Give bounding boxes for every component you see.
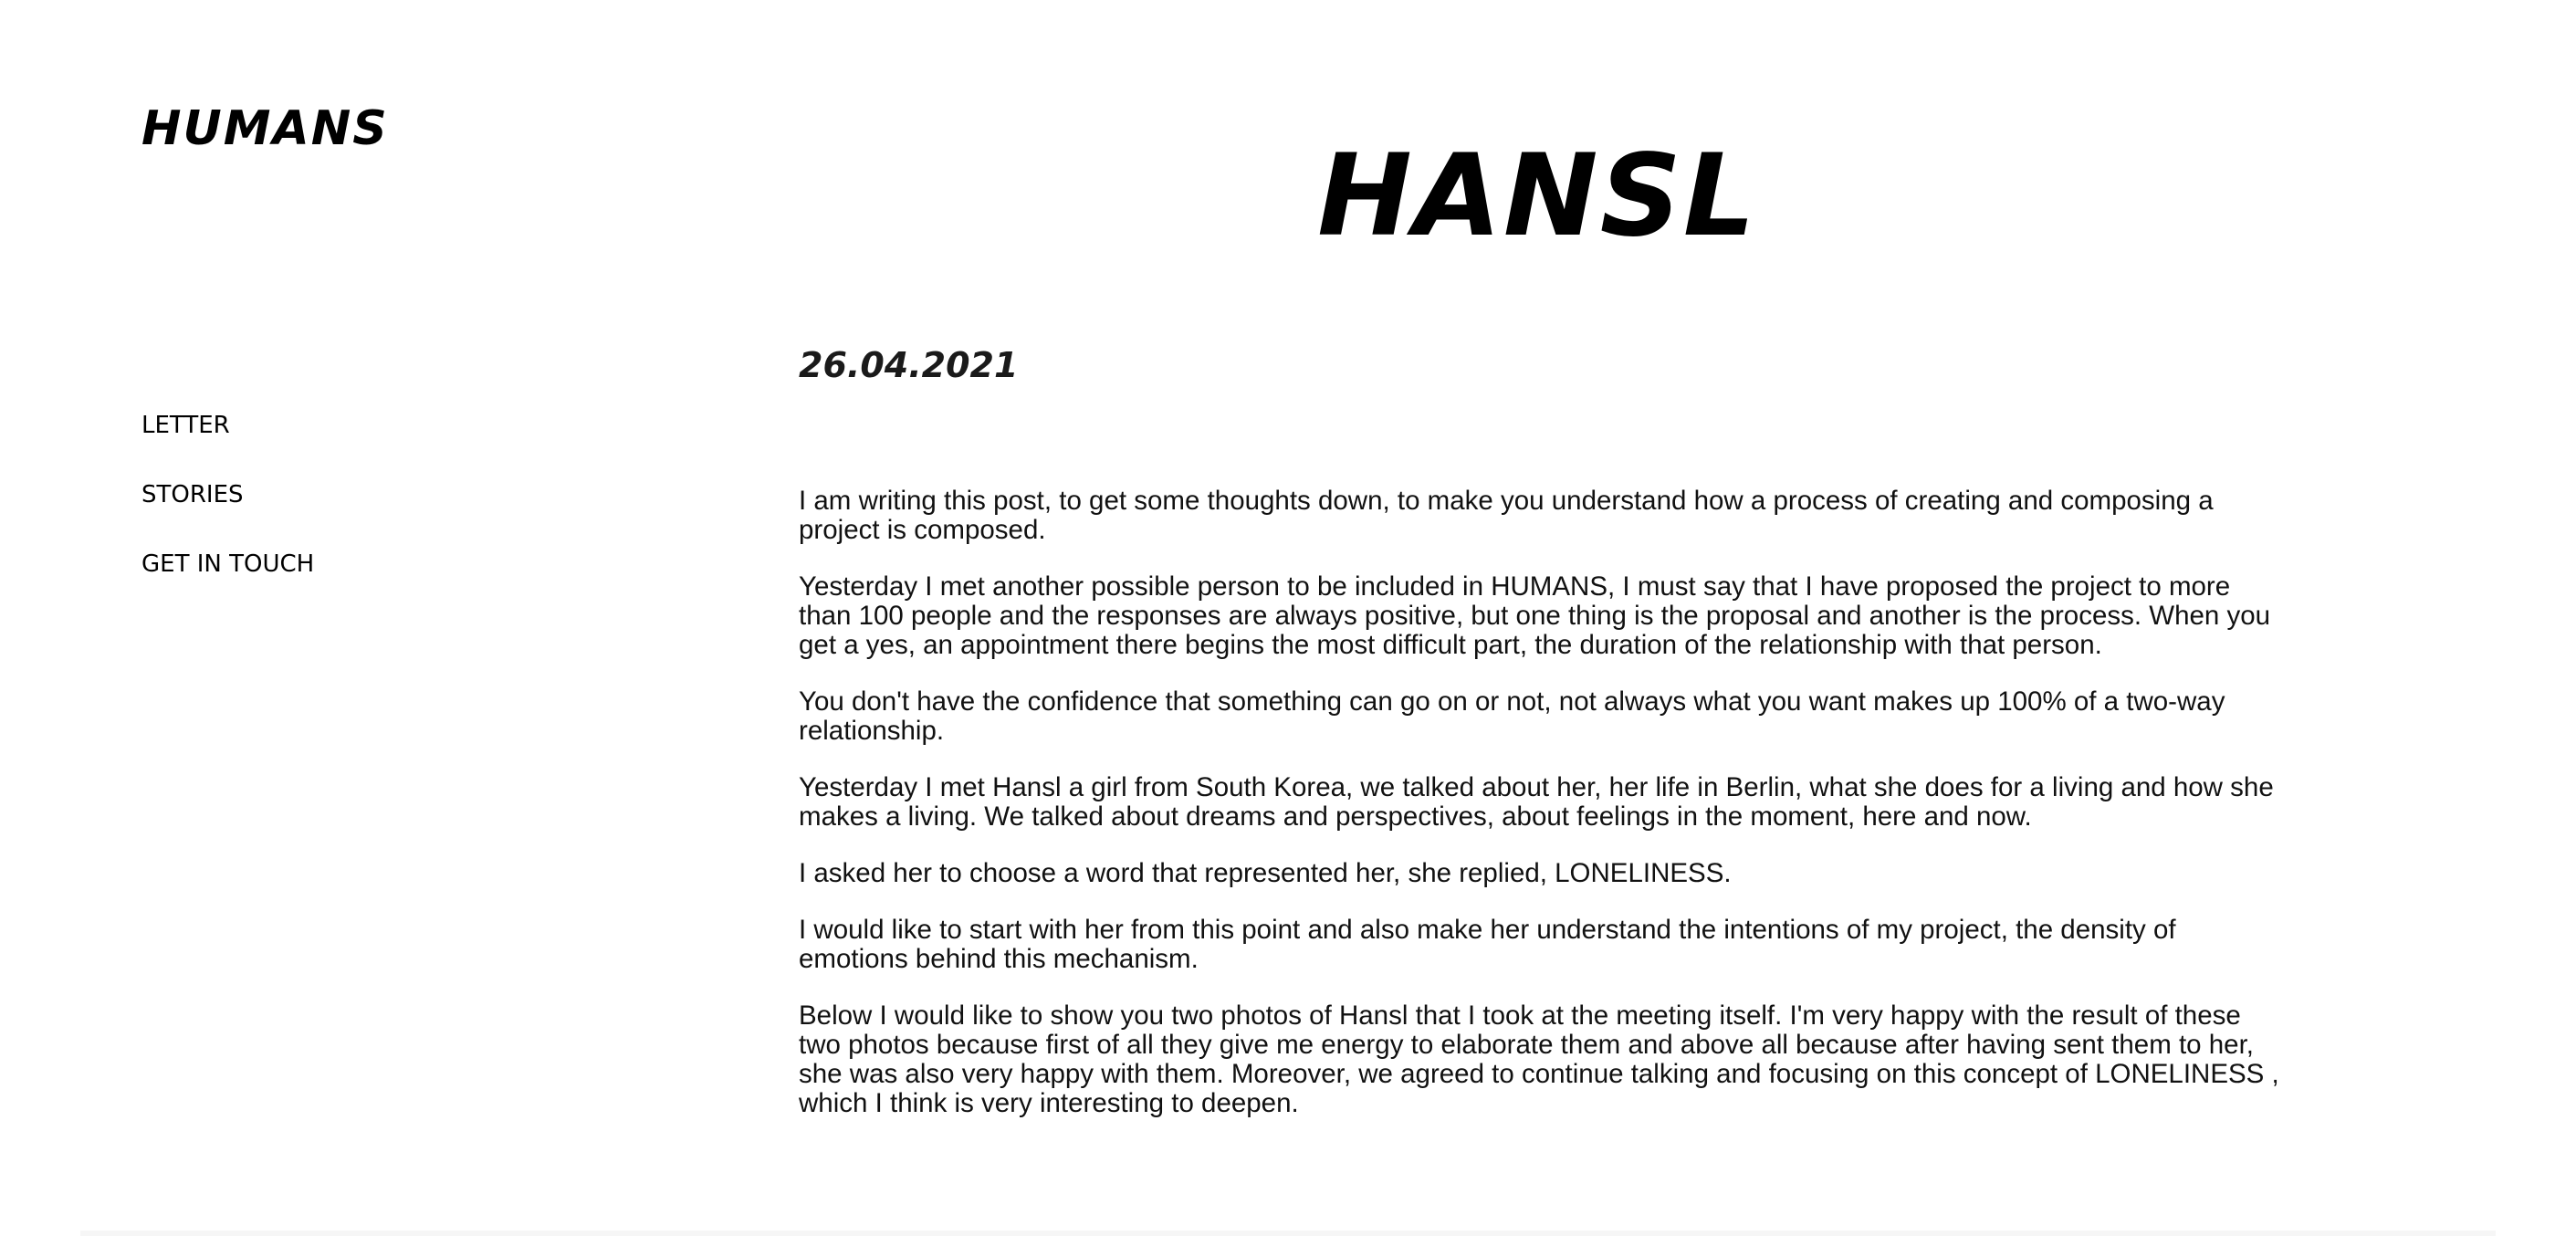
nav-item-get-in-touch[interactable]: GET IN TOUCH [141,550,315,578]
post-paragraph: Below I would like to show you two photos of Hansl that I took at the meeting itself. I'm very happy with the result of these two photos because first of all they give me energy to elaborate them and above all because after having sent them to her, she was also very happy with them. Moreover, we agreed to continue talking and focusing on this concept of LONELINESS , which I think is very interesting to deepen. [799,1000,2279,1118]
site-logo[interactable]: HUMANS [141,101,389,156]
post-paragraph: I asked her to choose a word that represented her, she replied, LONELINESS. [799,858,1732,888]
post-paragraph: I am writing this post, to get some thoughts down, to make you understand how a process of creating and composing a project is composed. [799,486,2214,545]
post-paragraph: I would like to start with her from this point and also make her understand the intentions of my project, the density of emotions behind this mechanism. [799,915,2176,974]
post-title: HANSL [1317,131,1757,262]
nav-item-letter[interactable]: LETTER [141,412,230,439]
post-date: 26.04.2021 [799,345,1019,385]
post-paragraph: Yesterday I met another possible person to be included in HUMANS, I must say that I have proposed the project to more than 100 people and the responses are always positive, but one thing is the proposal and another is the process. When you get a yes, an appointment there begins the most difficult part, the duration of the relationship with that person. [799,571,2271,660]
main-nav [141,407,314,615]
footer-divider [80,1231,2496,1236]
post-paragraph: Yesterday I met Hansl a girl from South Korea, we talked about her, her life in Berlin, what she does for a living and how she makes a living. We talked about dreams and perspectives, about feelings in the moment, here and now. [799,772,2274,832]
post-body [799,487,2282,1146]
post-paragraph: You don't have the confidence that something can go on or not, not always what you want makes up 100% of a two-way relationship. [799,686,2225,746]
nav-item-stories[interactable]: STORIES [141,481,244,508]
